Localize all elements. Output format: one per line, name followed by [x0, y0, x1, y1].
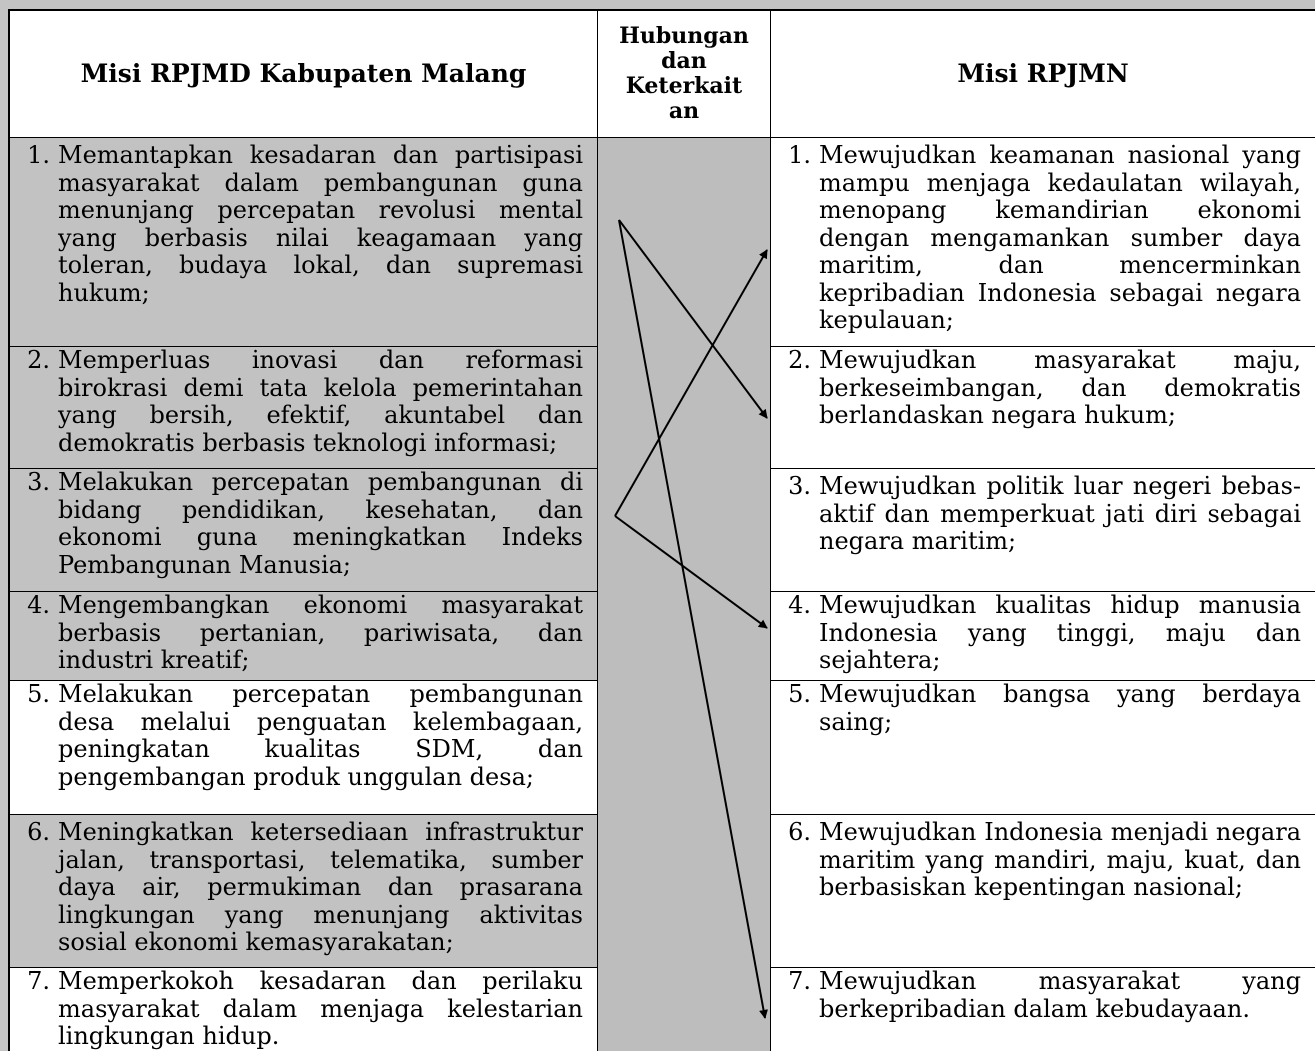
left-item-text: Memperkokoh kesadaran dan perilaku masyarakat dalam menjaga kelestarian lingkungan hidup.: [58, 968, 583, 1050]
left-item-text: Mengembangkan ekonomi masyarakat berbasis pertanian, pariwisata, dan industri kreatif;: [58, 592, 583, 674]
left-item-text: Memperluas inovasi dan reformasi birokrasi demi tata kelola pemerintahan yang bersih, efektif, akuntabel dan demokratis berbasis teknologi informasi;: [58, 347, 583, 457]
left-item-text: Melakukan percepatan pembangunan di bidang pendidikan, kesehatan, dan ekonomi guna meningkatkan Indeks Pembangunan Manusia;: [58, 469, 583, 579]
left-item-text: Meningkatkan ketersediaan infrastruktur jalan, transportasi, telematika, sumber daya air, permukiman dan prasarana lingkungan yang menunjang aktivitas sosial ekonomi kemasyarakatan;: [58, 818, 583, 956]
right-item-text: Mewujudkan Indonesia menjadi negara maritim yang mandiri, maju, kuat, dan berbasiskan kepentingan nasional;: [819, 818, 1301, 901]
header-middle-line-3: Keterkait: [625, 73, 743, 99]
left-item-number: 3.: [27, 469, 50, 496]
left-item-number: 6.: [27, 818, 50, 846]
header-right-title: Misi RPJMN: [957, 59, 1129, 88]
left-item-text: Melakukan percepatan pembangunan desa melalui penguatan kelembagaan, peningkatan kualitas SDM, dan pengembangan produk unggulan desa;: [58, 681, 583, 791]
left-item-number: 5.: [27, 681, 50, 708]
right-item-text: Mewujudkan masyarakat yang berkepribadian dalam kebudayaan.: [819, 968, 1301, 1023]
left-item-number: 4.: [27, 592, 50, 619]
left-item-number: 7.: [27, 968, 50, 995]
arrow-left-3-to-right-1: [615, 250, 767, 516]
right-item-text: Mewujudkan politik luar negeri bebas-aktif dan memperkuat jati diri sebagai negara maritim;: [819, 472, 1301, 555]
left-item-number: 2.: [27, 347, 50, 374]
left-item-number: 1.: [27, 141, 50, 169]
right-item-number: 1.: [788, 141, 811, 169]
right-item-number: 4.: [788, 592, 811, 619]
header-middle-line-1: Hubungan: [619, 23, 749, 49]
right-item-text: Mewujudkan bangsa yang berdaya saing;: [819, 681, 1301, 736]
header-middle-line-4: an: [668, 98, 700, 124]
right-item-number: 3.: [788, 472, 811, 500]
arrow-left-1-to-right-7: [619, 220, 765, 1018]
right-item-text: Mewujudkan kualitas hidup manusia Indonesia yang tinggi, maju dan sejahtera;: [819, 592, 1301, 674]
arrow-left-1-to-right-2: [619, 220, 767, 418]
right-item-text: Mewujudkan keamanan nasional yang mampu menjaga kedaulatan wilayah, menopang kemandirian ekonomi dengan mengamankan sumber daya maritim, dan mencerminkan kepribadian Indonesia sebagai negara kepulauan;: [819, 141, 1301, 334]
right-item-number: 6.: [788, 818, 811, 846]
right-item-text: Mewujudkan masyarakat maju, berkeseimbangan, dan demokratis berlandaskan negara hukum;: [819, 347, 1301, 429]
right-item-number: 7.: [788, 968, 811, 995]
header-left-title: Misi RPJMD Kabupaten Malang: [80, 59, 527, 88]
right-item-number: 5.: [788, 681, 811, 708]
header-middle-line-2: dan: [661, 48, 707, 74]
right-item-number: 2.: [788, 347, 811, 374]
left-item-text: Memantapkan kesadaran dan partisipasi masyarakat dalam pembangunan guna menunjang percepatan revolusi mental yang berbasis nilai keagamaan yang toleran, budaya lokal, dan supremasi hukum;: [58, 141, 583, 307]
